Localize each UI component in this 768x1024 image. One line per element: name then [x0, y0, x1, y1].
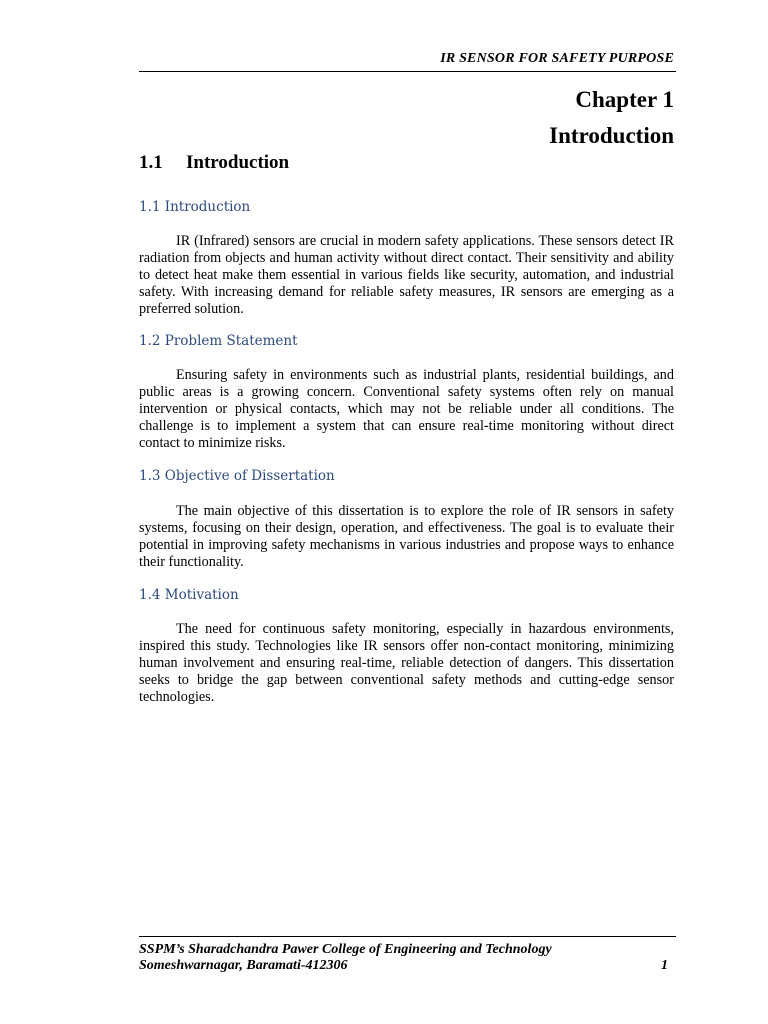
- page-number: 1: [661, 958, 668, 973]
- paragraph-motivation: The need for continuous safety monitoring, especially in hazardous environments, inspired this study. Technologies like IR sensors offer non-contact monitoring, minimizing human involvement and ensuring real-time, reliable detection of dangers. This dissertation seeks to bridge the gap between conventional safety methods and cutting-edge sensor technologies.: [139, 621, 674, 705]
- subheading-problem-statement: 1.2 Problem Statement: [139, 333, 298, 349]
- paragraph-problem-statement: Ensuring safety in environments such as industrial plants, residential buildings, and public areas is a growing concern. Conventional safety systems often rely on manual intervention or physical contacts, which may not be reliable under all conditions. The challenge is to implement a system that can ensure real-time monitoring without direct contact to minimize risks.: [139, 367, 674, 451]
- paragraph-objective: The main objective of this dissertation is to explore the role of IR sensors in safety systems, focusing on their design, operation, and effectiveness. The goal is to evaluate their potential in improving safety mechanisms in various industries and propose ways to enhance their functionality.: [139, 503, 674, 570]
- header-rule: [139, 71, 676, 72]
- subheading-objective: 1.3 Objective of Dissertation: [139, 468, 335, 484]
- footer-address: Someshwarnagar, Baramati-412306: [139, 958, 348, 973]
- chapter-number: Chapter 1: [575, 87, 674, 112]
- subheading-motivation: 1.4 Motivation: [139, 587, 239, 603]
- footer-rule: [139, 936, 676, 937]
- paragraph-introduction: IR (Infrared) sensors are crucial in modern safety applications. These sensors detect IR radiation from objects and human activity without direct contact. Their sensitivity and ability to detect heat make them essential in various fields like security, automation, and industrial safety. With increasing demand for reliable safety measures, IR sensors are emerging as a preferred solution.: [139, 233, 674, 317]
- subheading-introduction: 1.1 Introduction: [139, 199, 251, 215]
- section-title: Introduction: [186, 152, 290, 173]
- chapter-title: Introduction: [549, 123, 674, 148]
- section-heading: [139, 152, 289, 174]
- section-number: 1.1: [139, 152, 163, 173]
- footer-institution: SSPM’s Sharadchandra Pawer College of Engineering and Technology: [139, 942, 552, 957]
- running-header: IR SENSOR FOR SAFETY PURPOSE: [440, 51, 674, 66]
